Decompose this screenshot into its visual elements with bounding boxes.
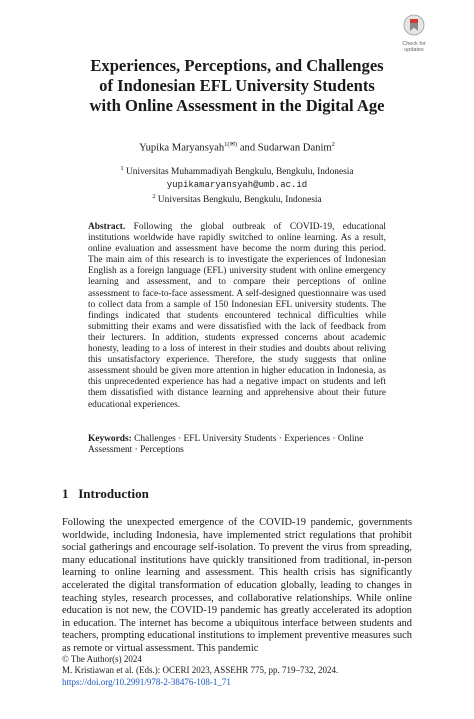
check-for-updates-badge[interactable] <box>396 14 432 58</box>
badge-label-line2: updates <box>404 47 424 53</box>
doi-link[interactable]: https://doi.org/10.2991/978-2-38476-108-1_71 <box>62 676 231 687</box>
abstract-label: Abstract. <box>88 222 126 232</box>
author-email[interactable]: yupikamaryansyah@umb.ac.id <box>166 179 308 190</box>
keywords <box>88 434 386 456</box>
citation: M. Kristiawan et al. (Eds.): OCERI 2023, ASSEHR 775, pp. 719–732, 2024. <box>62 665 339 676</box>
affiliation-2: $^2$ Universitas Bengkulu, Bengkulu, Indonesia <box>152 193 322 206</box>
copyright: © The Author(s) 2024 <box>62 654 142 664</box>
section-heading <box>62 486 149 502</box>
envelope-icon[interactable]: ✉ <box>229 141 236 148</box>
title-line: with Online Assessment in the Digital Age <box>89 96 385 115</box>
abstract-text: Following the global outbreak of COVID-19, educational institutions worldwide have rapidly switched to online learning. As a result, online evaluation and assessment have become the norm during this period. The main aim of this research is to investigate the experiences of Indonesian English as a foreign language (EFL) university student with online emergency learning and assessment, and to compare their perceptions of online assessment to face-to-face assessment. A self-designed questionnaire was used to collect data from a sample of 150 Indonesian EFL university students. The findings indicated that students encountered technical difficulties while submitting their exams and were dissatisfied with the lack of feedback from their lecturers. In addition, students expressed concerns about academic honesty, leading to a loss of interest in their studies and doubts about reliving this unsatisfactory experience. Therefore, the study suggests that online assessment should be given more attention in higher education in Indonesia, as this unprecedented experience has had a negative impact on students and left them dissatisfied with distance learning and apprehensive about their future educational experiences. <box>88 222 387 410</box>
author-conjunction: and <box>237 142 258 154</box>
author-superscript: 1(✉) <box>224 141 238 148</box>
affiliation-1: $^1$ Universitas Muhammadiyah Bengkulu, Bengkulu, Indonesia <box>120 165 354 178</box>
section-number: 1 <box>62 486 69 501</box>
author-name: Yupika Maryansyah <box>139 142 225 154</box>
paper-title <box>40 56 434 116</box>
bookmark-icon <box>403 14 425 36</box>
title-line: of Indonesian EFL University Students <box>99 76 375 95</box>
author-name: Sudarwan Danim <box>257 142 332 154</box>
title-line: Experiences, Perceptions, and Challenges <box>90 56 384 75</box>
author-line <box>40 140 434 154</box>
keywords-text: Challenges · EFL University Students · Experiences · Online Assessment · Perceptions <box>88 434 364 456</box>
section-title: Introduction <box>78 486 149 501</box>
author-superscript: 2 <box>331 141 335 148</box>
abstract <box>88 222 386 411</box>
badge-label-line1: Check for <box>402 41 426 47</box>
affiliations <box>40 163 434 207</box>
keywords-label: Keywords: <box>88 434 132 444</box>
footer <box>62 654 412 688</box>
body-paragraph: Following the unexpected emergence of the COVID-19 pandemic, governments worldwide, including Indonesia, have implemented strict regulations that prohibit social gatherings and encourage self-isolation. To prevent the virus from spreading, many educational institutions have quickly transitioned from traditional, in-person learning to online learning and assessment. This health crisis has significantly accelerated the digital transformation of education globally, leading to changes in teaching styles, research processes, and collaborative relationships. While online education is not new, the COVID-19 pandemic has greatly accelerated its adoption in education. The internet has become a ubiquitous interface between students and teachers, prompting educational institutions to implement preventive measures such as remote or virtual assessment. This pandemic <box>62 517 412 654</box>
